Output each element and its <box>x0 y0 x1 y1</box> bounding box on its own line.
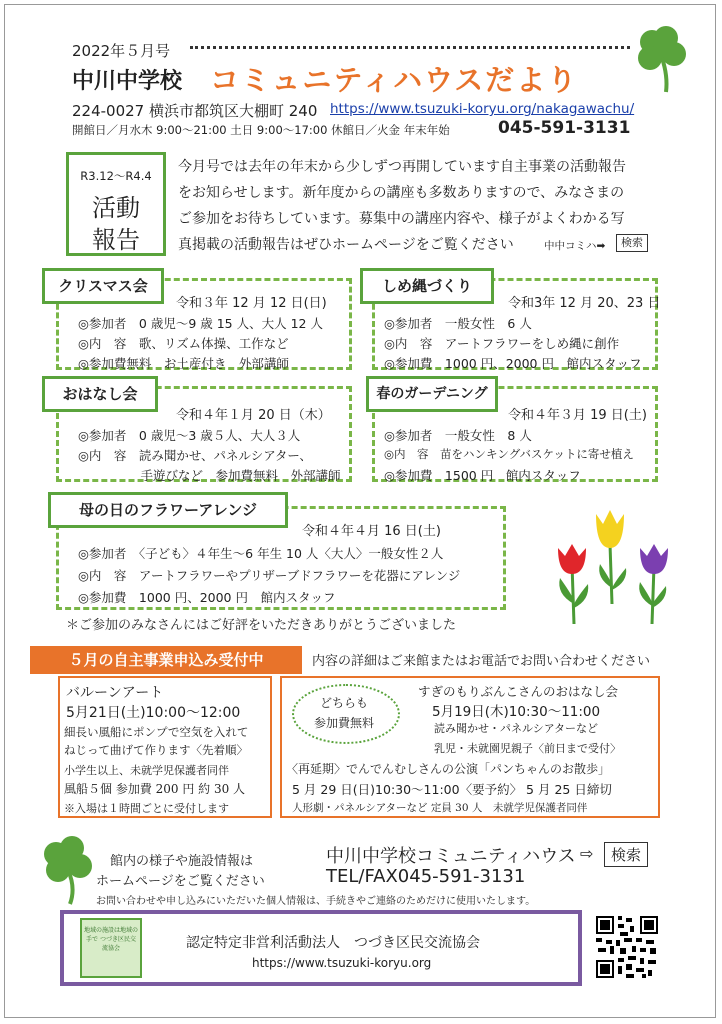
event-line: ◎参加者 一般女性 8 人 <box>384 428 532 443</box>
report-intro-3: ご参加をお待ちしています。募集中の講座内容や、様子がよくわかる写 <box>178 211 625 227</box>
balloon-date: 5月21日(土)10:00～12:00 <box>66 705 241 721</box>
event-line: ◎参加者 〈子ども〉４年生～6 年生 10 人〈大人〉一般女性２人 <box>78 546 444 561</box>
phone: 045-591-3131 <box>498 118 631 138</box>
org-name: 認定特定非営利活動法人 つづき区民交流協会 <box>186 935 480 951</box>
website-link[interactable]: https://www.tsuzuki-koryu.org/nakagawachu/ <box>330 101 635 117</box>
event-date-ohanashi: 令和４年１月 20 日（木） <box>176 408 331 423</box>
event-line: ◎参加者 0 歳児～9 歳 15 人、大人 12 人 <box>78 316 323 331</box>
event-title-mothersday: 母の日のフラワーアレンジ <box>48 492 288 528</box>
event-line: ◎参加費 1000 円、2000 円 館内スタッフ <box>384 356 642 371</box>
event-date-shimenawa: 令和3年 12 月 20、23 日 <box>508 296 661 311</box>
header-dotted-rule <box>190 46 630 49</box>
event-line: ◎参加費 1000 円、2000 円 館内スタッフ <box>78 590 336 605</box>
report-intro-1: 今月号では去年の年末から少しずつ再開しています自主事業の活動報告 <box>178 159 626 175</box>
arrow-icon: ⇨ <box>580 844 594 863</box>
footer-name: 中川中学校コミュニティハウス <box>326 846 576 867</box>
qr-code[interactable] <box>594 914 660 980</box>
event-line: ◎参加者 一般女性 6 人 <box>384 316 532 331</box>
report-intro-2: をお知らせします。新年度からの講座も多数ありますので、みなさまの <box>178 185 625 201</box>
story-title: すぎのもりぶんこさんのおはなし会 <box>418 684 619 699</box>
event-line: ◎内 容 歌、リズム体操、工作など <box>78 336 289 351</box>
event-line: ◎参加費無料 お土産付き 外部講師 <box>78 356 289 371</box>
report-title-line2: 報告 <box>92 226 140 254</box>
event-title-ohanashi: おはなし会 <box>42 376 158 412</box>
event-line: ◎内 容 アートフラワーやプリザーブドフラワーを花器にアレンジ <box>78 568 461 583</box>
balloon-line: 細長い風船にポンプで空気を入れて <box>64 725 249 739</box>
search-button[interactable]: 検索 <box>616 234 648 252</box>
newsletter-title: コミュニティハウスだより <box>210 63 579 97</box>
may-banner: ５月の自主事業申込み受付中 <box>30 646 302 674</box>
footer-tel: TEL/FAX045-591-3131 <box>326 866 526 887</box>
report-title-line1: 活動 <box>92 194 140 222</box>
free-badge-line1: どちらも <box>319 696 368 710</box>
story-line: 乳児・未就園児親子〈前日まで受付〉 <box>434 742 621 755</box>
free-badge-line2: 参加費無料 <box>313 716 374 730</box>
report-intro-4: 真掲載の活動報告はぜひホームページをご覧ください <box>178 237 514 253</box>
event-title-christmas: クリスマス会 <box>42 268 164 304</box>
event-date-gardening: 令和４年３月 19 日(土) <box>508 408 647 423</box>
event-date-mothersday: 令和４年４月 16 日(土) <box>302 524 441 539</box>
event-line: ◎内 容 苗をハンキングバスケットに寄せ植え <box>384 447 634 461</box>
privacy-note: お問い合わせや申し込みにいただいた個人情報は、手続きやご連絡のためだけに使用いたします。 <box>96 896 536 907</box>
story-line: 読み聞かせ・パネルシアターなど <box>434 722 598 735</box>
footer-note-1: 館内の様子や施設情報は <box>110 854 254 869</box>
org-logo <box>80 918 142 978</box>
event-date-christmas: 令和３年 12 月 12 日(日) <box>176 296 327 311</box>
thanks-note: ＊ご参加のみなさんにはご好評をいただきありがとうございました <box>66 618 457 633</box>
story-date: 5月19日(木)10:30～11:00 <box>432 704 601 720</box>
tulips-illustration <box>546 504 690 628</box>
footer-note-2: ホームページをご覧ください <box>96 874 265 889</box>
balloon-line: ※入場は１時間ごとに受付します <box>64 802 229 815</box>
org-logo-text: 地域の施設は地域の手で つづき区民交流協会 <box>84 927 139 952</box>
event-line: ◎内 容 読み聞かせ、パネルシアター、 <box>78 448 312 463</box>
balloon-line: 風船５個 参加費 200 円 約 30 人 <box>64 782 246 796</box>
report-period: R3.12～R4.4 <box>80 169 152 183</box>
show-title: 〈再延期〉でんでんむしさんの公演「パンちゃんのお散歩」 <box>286 762 611 776</box>
balloon-title: バルーンアート <box>66 685 164 701</box>
school-name: 中川中学校 <box>72 69 183 94</box>
search-hint: 中中コミハ➡ <box>544 240 606 252</box>
org-url[interactable]: https://www.tsuzuki-koryu.org <box>252 956 432 970</box>
event-title-gardening: 春のガーデニング <box>366 376 498 412</box>
footer-search-button[interactable]: 検索 <box>604 842 648 867</box>
issue-label: 2022年５月号 <box>72 42 171 60</box>
balloon-line: 小学生以上、未就学児保護者同伴 <box>64 764 229 777</box>
show-detail: 人形劇・パネルシアターなど 定員 30 人 未就学児保護者同伴 <box>292 802 588 814</box>
event-line: ◎参加者 0 歳児～3 歳５人、大人３人 <box>78 428 301 443</box>
show-date: 5 月 29 日(日)10:30～11:00〈要予約〉 5 月 25 日締切 <box>292 782 612 797</box>
clover-icon <box>630 24 694 94</box>
event-line: 手遊びなど 参加費無料 外部講師 <box>78 468 341 483</box>
may-inquiry: 内容の詳細はご来館またはお電話でお問い合わせください <box>312 654 651 669</box>
address: 224-0027 横浜市都筑区大棚町 240 <box>72 102 318 120</box>
event-line: ◎内 容 アートフラワーをしめ縄に創作 <box>384 336 620 351</box>
hours: 開館日／月水木 9:00～21:00 土日 9:00～17:00 休館日／火金 年末年始 <box>72 123 450 137</box>
event-title-shimenawa: しめ縄づくり <box>360 268 494 304</box>
clover-icon <box>36 834 100 906</box>
balloon-line: ねじって曲げて作ります〈先着順〉 <box>64 743 248 757</box>
event-line: ◎参加費 1500 円 館内スタッフ <box>384 468 581 483</box>
